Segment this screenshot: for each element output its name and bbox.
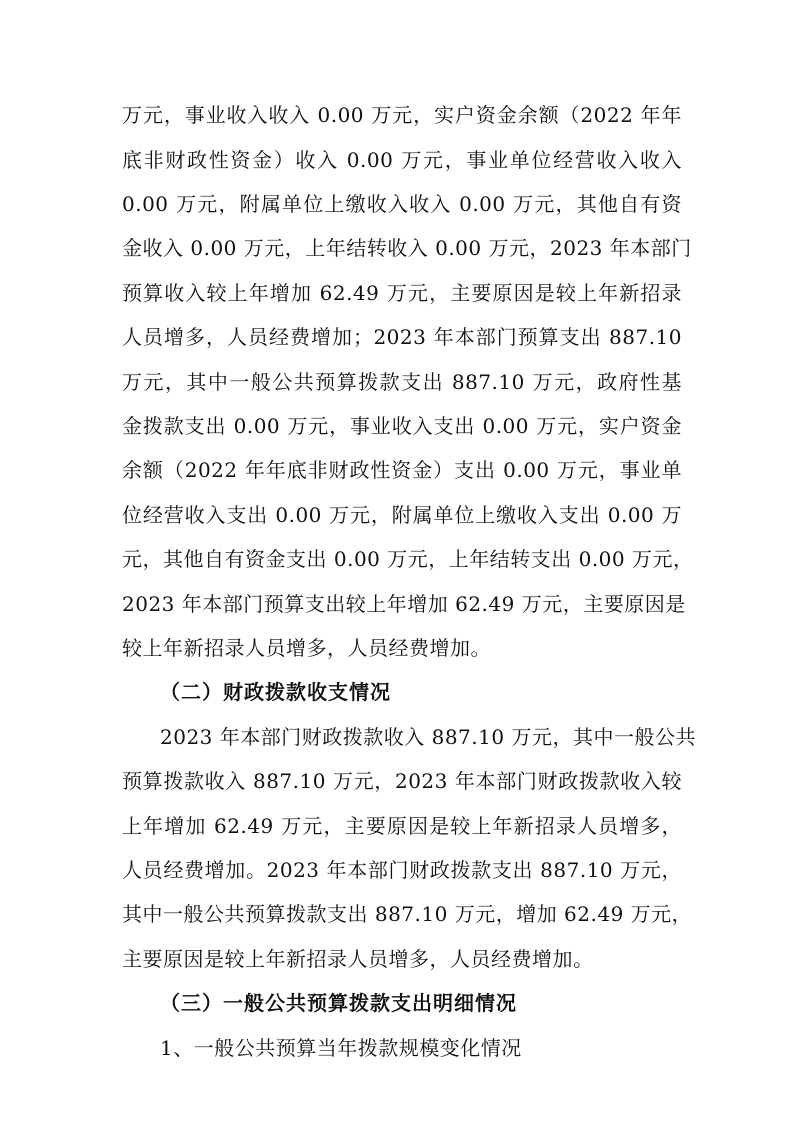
paragraph-line: 预算收入较上年增加 62.49 万元，主要原因是较上年新招录 xyxy=(122,281,682,305)
paragraph-line: 人员经费增加。2023 年本部门财政拨款支出 887.10 万元， xyxy=(122,858,682,882)
paragraph-line: 2023 年本部门财政拨款收入 887.10 万元，其中一般公共 xyxy=(160,725,696,749)
paragraph-line: 万元，其中一般公共预算拨款支出 887.10 万元，政府性基 xyxy=(122,370,682,394)
paragraph-line: 0.00 万元，附属单位上缴收入收入 0.00 万元，其他自有资 xyxy=(122,192,682,216)
paragraph-line: 2023 年本部门预算支出较上年增加 62.49 万元，主要原因是 xyxy=(122,592,686,616)
paragraph-line: 上年增加 62.49 万元，主要原因是较上年新招录人员增多， xyxy=(122,814,682,838)
paragraph-line: 人员增多，人员经费增加；2023 年本部门预算支出 887.10 xyxy=(122,325,682,349)
section-heading: （三）一般公共预算拨款支出明细情况 xyxy=(160,991,517,1015)
paragraph-line: 预算拨款收入 887.10 万元，2023 年本部门财政拨款收入较 xyxy=(122,769,682,793)
paragraph-line: 元，其他自有资金支出 0.00 万元，上年结转支出 0.00 万元， xyxy=(122,547,694,571)
paragraph-line: 金收入 0.00 万元，上年结转收入 0.00 万元，2023 年本部门 xyxy=(122,236,692,260)
paragraph-line: 位经营收入支出 0.00 万元，附属单位上缴收入支出 0.00 万 xyxy=(122,503,682,527)
paragraph-line: 万元，事业收入收入 0.00 万元，实户资金余额（2022 年年 xyxy=(122,103,682,127)
subsection-item: 1、一般公共预算当年拨款规模变化情况 xyxy=(160,1036,522,1060)
paragraph-line: 较上年新招录人员增多，人员经费增加。 xyxy=(122,636,491,660)
paragraph-line: 余额（2022 年年底非财政性资金）支出 0.00 万元，事业单 xyxy=(122,458,682,482)
paragraph-line: 其中一般公共预算拨款支出 887.10 万元，增加 62.49 万元， xyxy=(122,902,693,926)
paragraph-line: 金拨款支出 0.00 万元，事业收入支出 0.00 万元，实户资金 xyxy=(122,414,682,438)
section-heading: （二）财政拨款收支情况 xyxy=(160,680,391,704)
paragraph-line: 主要原因是较上年新招录人员增多，人员经费增加。 xyxy=(122,947,594,971)
paragraph-line: 底非财政性资金）收入 0.00 万元，事业单位经营收入收入 xyxy=(122,148,682,172)
